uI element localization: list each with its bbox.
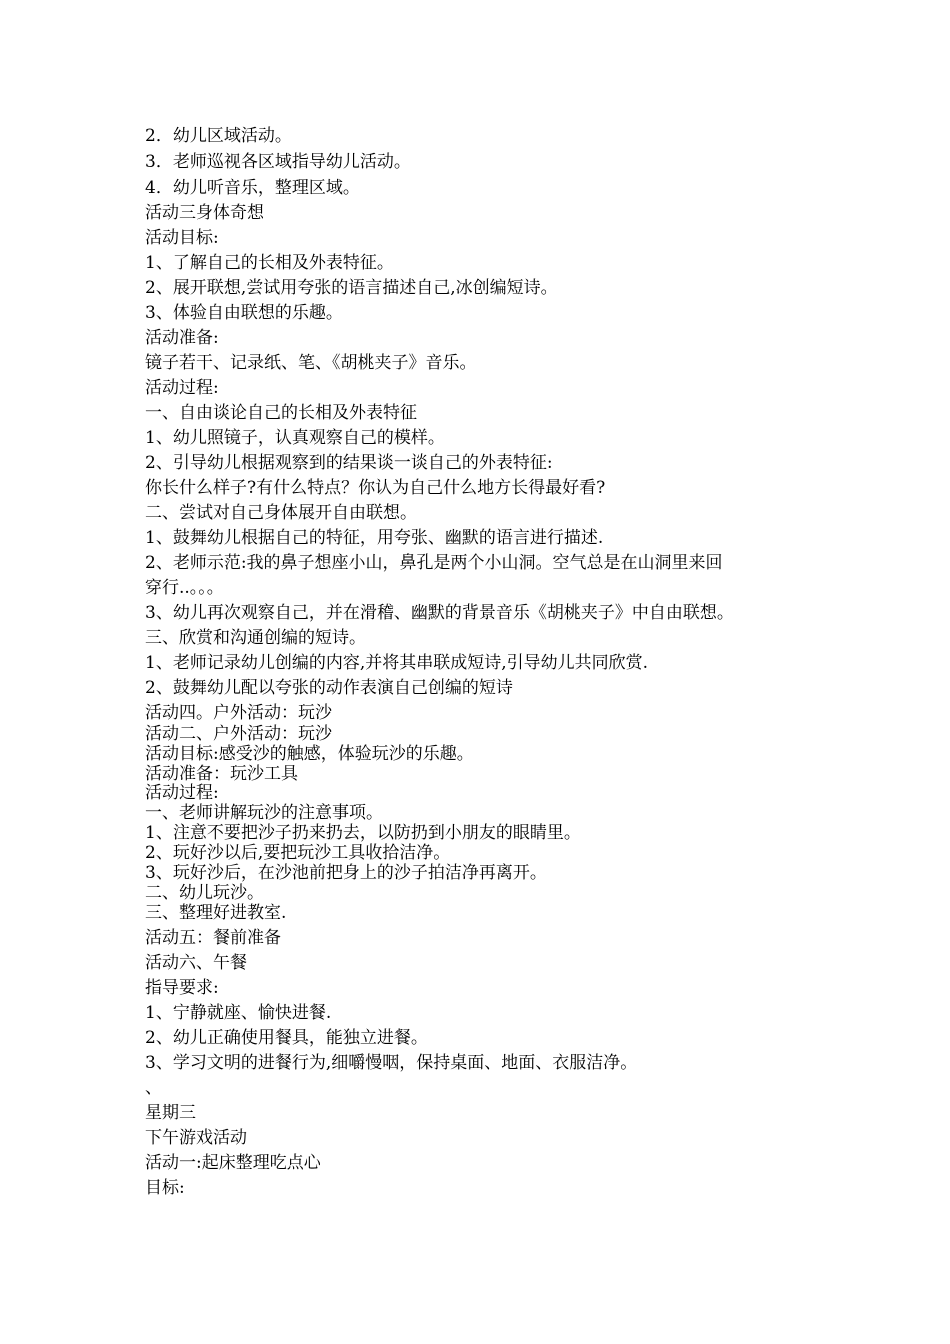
text-line: 二、尝试对自己身体展开自由联想。 bbox=[145, 503, 417, 523]
text-line: 2．幼儿区域活动。 bbox=[145, 126, 292, 146]
text-line: 活动目标: bbox=[145, 228, 219, 248]
text-line: 三、欣赏和沟通创编的短诗。 bbox=[145, 628, 366, 648]
section-heading: 活动五：餐前准备 bbox=[145, 928, 281, 948]
text-line: 3、学习文明的进餐行为,细嚼慢咽，保持桌面、地面、衣服洁净。 bbox=[145, 1053, 638, 1073]
text-line: 1、宁静就座、愉快进餐. bbox=[145, 1003, 332, 1023]
text-line: 3．老师巡视各区域指导幼儿活动。 bbox=[145, 152, 411, 172]
text-line: 你长什么样子?有什么特点？你认为自己什么地方长得最好看? bbox=[145, 478, 606, 498]
text-line: 2、玩好沙以后,要把玩沙工具收拾洁净。 bbox=[145, 843, 451, 863]
text-line: 1、注意不要把沙子扔来扔去，以防扔到小朋友的眼睛里。 bbox=[145, 823, 581, 843]
text-line: 3、幼儿再次观察自己，并在滑稽、幽默的背景音乐《胡桃夹子》中自由联想。 bbox=[145, 603, 734, 623]
text-line: 、 bbox=[145, 1078, 162, 1098]
text-line: 2、鼓舞幼儿配以夸张的动作表演自己创编的短诗 bbox=[145, 678, 513, 698]
section-heading: 活动四。户外活动：玩沙 bbox=[145, 703, 332, 723]
text-line: 1、了解自己的长相及外表特征。 bbox=[145, 253, 394, 273]
section-heading: 活动六、午餐 bbox=[145, 953, 247, 973]
text-line: 一、自由谈论自己的长相及外表特征 bbox=[145, 403, 417, 423]
text-line: 目标: bbox=[145, 1178, 185, 1198]
section-heading: 活动二、户外活动：玩沙 bbox=[145, 724, 332, 744]
section-heading: 活动一:起床整理吃点心 bbox=[145, 1153, 321, 1173]
text-line: 1、老师记录幼儿创编的内容,并将其串联成短诗,引导幼儿共同欣赏. bbox=[145, 653, 649, 673]
text-line: 活动过程: bbox=[145, 783, 219, 803]
text-line: 活动过程: bbox=[145, 378, 219, 398]
text-line: 活动准备：玩沙工具 bbox=[145, 764, 298, 784]
text-line: 2、老师示范:我的鼻子想座小山，鼻孔是两个小山洞。空气总是在山洞里来回 bbox=[145, 553, 723, 573]
text-line: 镜子若干、记录纸、笔、《胡桃夹子》音乐。 bbox=[145, 353, 477, 373]
text-line: 3、体验自由联想的乐趣。 bbox=[145, 303, 343, 323]
text-line: 2、引导幼儿根据观察到的结果谈一谈自己的外表特征: bbox=[145, 453, 553, 473]
text-line: 1、鼓舞幼儿根据自己的特征，用夸张、幽默的语言进行描述. bbox=[145, 528, 604, 548]
text-line: 活动目标:感受沙的触感，体验玩沙的乐趣。 bbox=[145, 744, 474, 764]
text-line: 2、幼儿正确使用餐具，能独立进餐。 bbox=[145, 1028, 428, 1048]
text-line: 4．幼儿听音乐，整理区域。 bbox=[145, 178, 360, 198]
section-heading: 下午游戏活动 bbox=[145, 1128, 247, 1148]
section-heading: 星期三 bbox=[145, 1103, 196, 1123]
text-line: 一、老师讲解玩沙的注意事项。 bbox=[145, 803, 383, 823]
text-line: 三、整理好进教室. bbox=[145, 903, 287, 923]
text-line: 3、玩好沙后，在沙池前把身上的沙子拍洁净再离开。 bbox=[145, 863, 547, 883]
text-line: 穿行..。。。 bbox=[145, 578, 224, 598]
text-line: 活动准备: bbox=[145, 328, 219, 348]
text-line: 二、幼儿玩沙。 bbox=[145, 883, 264, 903]
section-heading: 活动三身体奇想 bbox=[145, 203, 264, 223]
text-line: 2、展开联想,尝试用夸张的语言描述自己,冰创编短诗。 bbox=[145, 278, 558, 298]
text-line: 1、幼儿照镜子，认真观察自己的模样。 bbox=[145, 428, 445, 448]
text-line: 指导要求: bbox=[145, 978, 219, 998]
